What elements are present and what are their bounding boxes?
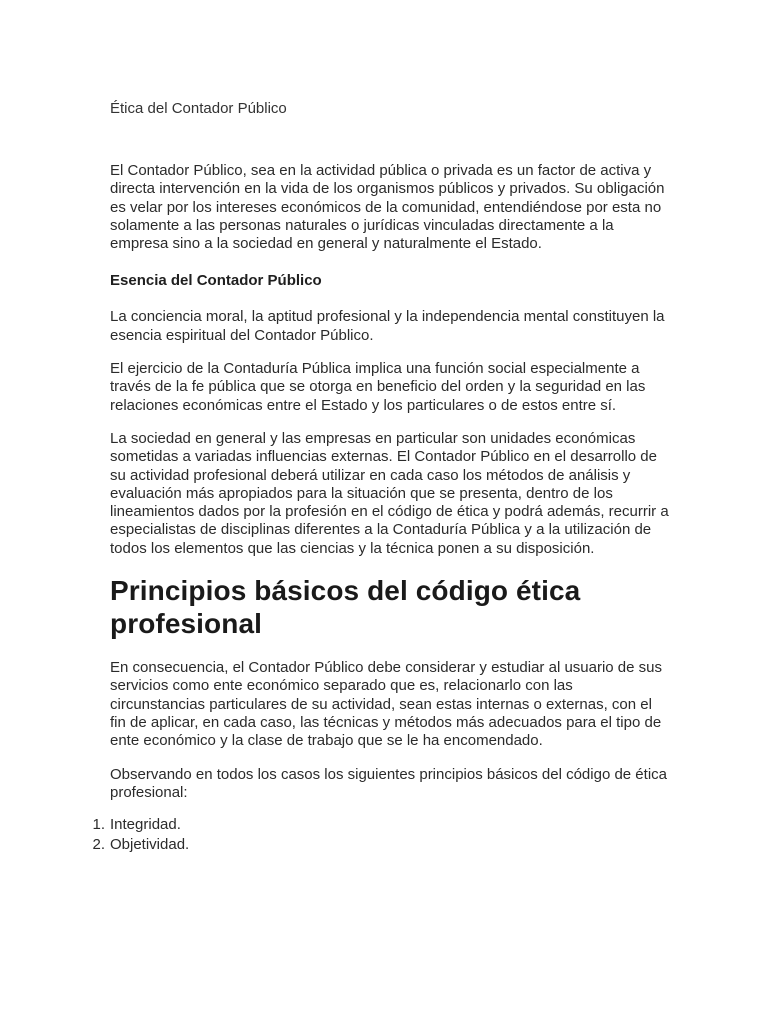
esencia-paragraph-3: La sociedad en general y las empresas en particular son unidades económicas sometidas a variadas influencias externas. El Contador Público en el desarrollo de su actividad profesional deberá utilizar en cada caso los métodos de análisis y evaluación más apropiados para la situación que se presenta, dentro de los lineamientos dados por la profesión en el código de ética y podrá además, recurrir a especialistas de disciplinas diferentes a la Contaduría Pública y a la utilización de todos los elementos que las ciencias y la técnica ponen a su disposición.: [110, 429, 669, 557]
principios-heading: Principios básicos del código ética profesional: [110, 575, 581, 640]
list-item-text: Objetividad.: [110, 835, 190, 853]
list-item: [92, 835, 670, 855]
document-title: Ética del Contador Público: [110, 100, 287, 117]
principios-paragraph-1: En consecuencia, el Contador Público debe considerar y estudiar al usuario de sus servicios como ente económico separado que es, relacionarlo con las circunstancias particulares de su actividad, sean estas internas o externas, con el fin de aplicar, en cada caso, las técnicas y métodos más adecuados para el tipo de ente económico y la clase de trabajo que se le ha encomendado.: [110, 659, 662, 750]
list-item: [92, 815, 670, 835]
list-item-number: 2.: [92, 835, 105, 853]
esencia-paragraph-2: El ejercicio de la Contaduría Pública implica una función social especialmente a través de la fe pública que se otorga en beneficio del orden y la seguridad en las relaciones económicas entre el Estado y los particulares o de estos entre sí.: [110, 360, 646, 414]
principios-paragraph-2: Observando en todos los casos los siguientes principios básicos del código de ética profesional:: [110, 765, 667, 801]
document-page: [92, 98, 670, 854]
intro-paragraph: El Contador Público, sea en la actividad pública o privada es un factor de activa y directa intervención en la vida de los organismos públicos y privados. Su obligación es velar por los intereses económicos de la comunidad, entendiéndose por esta no solamente a las personas naturales o jurídicas vinculadas directamente a la empresa sino a la sociedad en general y naturalmente el Estado.: [110, 162, 665, 253]
esencia-heading: Esencia del Contador Público: [110, 272, 322, 290]
list-item-text: Integridad.: [110, 816, 181, 834]
list-item-number: 1.: [92, 816, 105, 834]
principles-list: [92, 815, 670, 854]
esencia-paragraph-1: La conciencia moral, la aptitud profesional y la independencia mental constituyen la esencia espiritual del Contador Público.: [110, 308, 665, 344]
